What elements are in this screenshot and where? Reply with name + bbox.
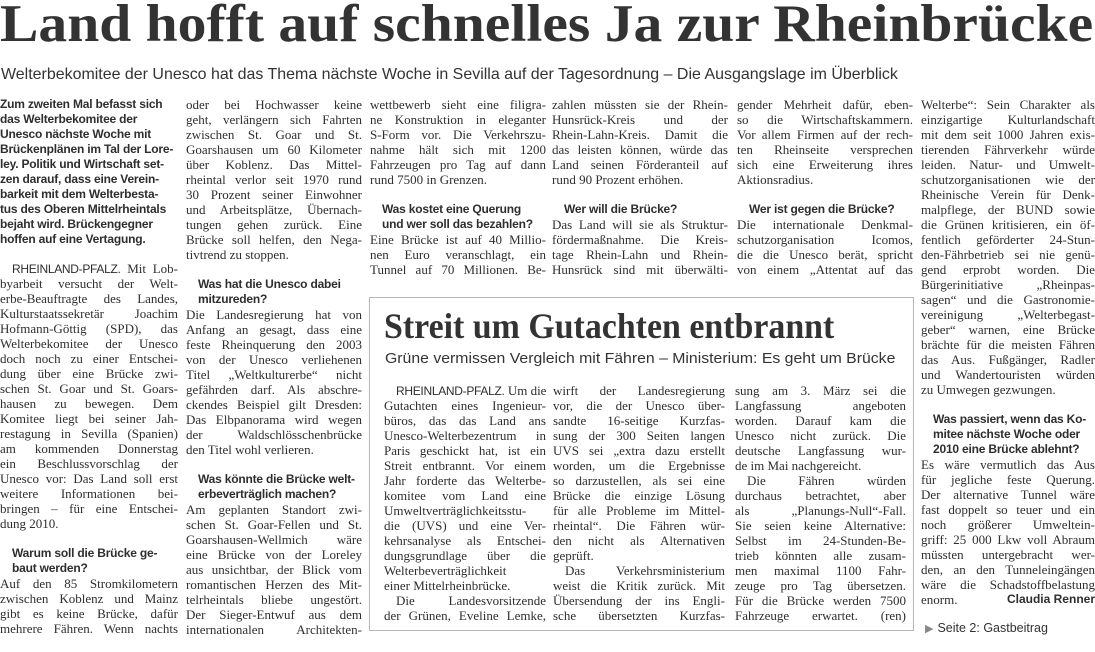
text-line: Auf den 85 Stromkilometern xyxy=(0,576,178,591)
text-line: fördermaßnahme. Die Kreis- xyxy=(552,232,728,247)
text-line: den Titel wohl verlieren. xyxy=(186,442,314,457)
text-line: Es wäre vermutlich das Aus xyxy=(921,457,1095,472)
text-line: zen darauf, dass eine Verein- xyxy=(0,172,159,186)
page-reference-label[interactable]: Seite 2: Gastbeitrag xyxy=(937,621,1048,635)
text-line: Goarshausen um 60 Kilometer xyxy=(186,142,362,157)
text-line: sung der 300 Seiten langen xyxy=(553,428,725,443)
page-reference-link[interactable] xyxy=(925,620,1048,637)
text-line: für alle Probleme im Mittel- xyxy=(553,503,725,518)
text-line: weist die Kritik zurück. Mit xyxy=(553,578,725,593)
text-line: bejaht wird. Brückengegner xyxy=(0,217,153,231)
article-subheadline: Welterbekomitee der Unesco hat das Thema nächste Woche in Sevilla auf der Tagesordnung – Die Ausgangslage im Überblick xyxy=(1,66,898,83)
paragraph xyxy=(552,217,728,277)
heading-line: Was passiert, wenn das Ko- xyxy=(933,412,1087,426)
text-line: ein Beschlussvorschlag der xyxy=(0,456,178,471)
question-heading xyxy=(921,412,1095,457)
text-line: Titel „Weltkulturerbe“ nicht xyxy=(186,367,362,382)
text-line: barkeit mit dem Welterbesta- xyxy=(0,187,159,201)
text-line xyxy=(384,383,546,398)
text-line: ckendes Beispiel gilt Dresden: xyxy=(186,397,362,412)
text-line: oder bei Hochwasser keine xyxy=(186,97,362,112)
text-line: tus des Oberen Mittelrheintals xyxy=(0,202,167,216)
text-line: rheintal verlor seit 1970 rund xyxy=(186,172,362,187)
text-line: von einem „Attentat auf das xyxy=(737,262,913,277)
question-heading xyxy=(186,277,362,307)
text-line: wettbewerb sieht eine filigra- xyxy=(370,97,546,112)
box-column-1 xyxy=(384,383,546,638)
text-line: Vor allem Firmen auf der rech- xyxy=(737,127,913,142)
text-line: sung am 3. März sei die xyxy=(735,383,906,398)
text-line: über Koblenz. Das Mittel- xyxy=(186,157,362,172)
text-line: das Aus. Fußgänger, Radler xyxy=(921,352,1095,367)
text-line: mehrere Fähren. Wenn nachts xyxy=(0,621,178,636)
box-subheadline: Grüne vermissen Vergleich mit Fähren – Ministerium: Es geht um Brücke xyxy=(385,350,896,367)
text-line: Goarshausen-Wellmich wäre xyxy=(186,532,362,547)
text-line: der Waldschlösschenbrücke xyxy=(186,427,362,442)
text-line: Die Landesregierung hat von xyxy=(186,307,362,322)
text-line: vereinigung „Welterbegast- xyxy=(921,307,1095,322)
text-line: Hunsrück sind mit überwälti- xyxy=(552,262,728,277)
text-line: tivtrend zu stoppen. xyxy=(186,247,289,262)
text-line: Unesco-Welterbezentrum in xyxy=(384,428,546,443)
question-heading xyxy=(737,202,913,217)
text-line: ne Konstruktion in eleganter xyxy=(370,112,546,127)
text-line xyxy=(0,261,178,276)
text-line-content: enorm. xyxy=(921,592,958,607)
text-line: romantischen Herzen des Mit- xyxy=(186,577,362,592)
text-line: nen Euro veranschlagt, ein xyxy=(370,247,546,262)
heading-line: Wer ist gegen die Brücke? xyxy=(749,202,895,216)
text-line: Aktionsradius. xyxy=(737,172,814,187)
text-line: rund 90 Prozent erhöhen. xyxy=(552,172,684,187)
text-line: Tunnel auf 70 Millionen. Be- xyxy=(370,262,546,277)
text-line: Die internationale Denkmal- xyxy=(737,217,913,232)
text-line: aus unsichtbar, der Blick vom xyxy=(186,562,362,577)
text-line: trieb könnten alle zusam- xyxy=(735,548,906,563)
text-line: schen St. Goar und St. Goars- xyxy=(0,381,178,396)
text-line: Kulturstaatssekretär Joachim xyxy=(0,306,178,321)
text-line: Unesco vor: Das Land soll erst xyxy=(0,471,178,486)
text-line: so darzustellen, als sei eine xyxy=(553,473,725,488)
text-line: einer Mittelrheinbrücke. xyxy=(384,578,511,593)
text-line: Unesco nicht zurück. Die xyxy=(735,428,906,443)
text-line: schen St. Goar-Fellen und St. xyxy=(186,517,362,532)
text-line: Bürgerinitiative „Rheinpas- xyxy=(921,277,1095,292)
text-line: büros, das das Land ans xyxy=(384,413,546,428)
text-line: der Grünen, Eveline Lemke, xyxy=(384,608,546,623)
text-line: sandte 16-seitige Kurzfas- xyxy=(553,413,725,428)
text-line: noch größerer Umweltein- xyxy=(921,517,1095,532)
text-line: Selbst im 24-Stunden-Be- xyxy=(735,533,906,548)
text-line: bringen – für eine Entschei- xyxy=(0,501,178,516)
text-line-content: Um die xyxy=(504,383,546,398)
text-line: ley. Politik und Wirtschaft set- xyxy=(0,157,164,171)
text-line: tage Rhein-Lahn und Rhein- xyxy=(552,247,728,262)
text-line: fentlich geförderter 24-Stun- xyxy=(921,232,1095,247)
text-line: vor, die der Unesco über- xyxy=(553,398,725,413)
text-line: den-Fährbetrieb sei nie genü- xyxy=(921,247,1095,262)
box-column-2 xyxy=(553,383,725,638)
text-line: Streit entbrannt. Vor einem xyxy=(384,458,546,473)
paragraph xyxy=(370,97,546,187)
text-line: geber“ warnen, eine Brücke xyxy=(921,322,1095,337)
heading-line: baut werden? xyxy=(12,561,88,575)
text-line: Der alternative Tunnel wäre xyxy=(921,487,1095,502)
text-line: rheintal“. Die Fähren wür- xyxy=(553,518,725,533)
paragraph xyxy=(737,217,913,277)
text-line: eine Brücke von der Loreley xyxy=(186,547,362,562)
text-line: gibt es keine Brücke, dafür xyxy=(0,606,178,621)
text-line: Fahrzeuge erwartet. (ren) xyxy=(735,608,906,623)
text-line: Hofmann-Göttig (SPD), das xyxy=(0,321,178,336)
text-line: internationalen Architekten- xyxy=(186,622,362,637)
heading-line: Was kostet eine Querung xyxy=(382,202,521,216)
heading-line: und wer soll das bezahlen? xyxy=(382,217,533,231)
triangle-right-icon: ▶ xyxy=(925,623,934,635)
text-line: Brückenplänen im Tal der Lore- xyxy=(0,142,174,156)
text-line: malpflege, der BUND sowie xyxy=(921,202,1095,217)
box-headline: Streit um Gutachten entbrannt xyxy=(384,306,835,346)
text-line: men maximal 1100 Fahr- xyxy=(735,563,906,578)
paragraph xyxy=(384,383,546,593)
box-column-3 xyxy=(735,383,906,638)
text-line xyxy=(921,592,1095,607)
text-line: Der Sieger-Entwuf aus dem xyxy=(186,607,362,622)
text-line: mit dem seit 1000 Jahren exis- xyxy=(921,127,1095,142)
text-line: Jahr forderte das Welterbe- xyxy=(384,473,546,488)
text-line: telrheintals bliebe ungestört. xyxy=(186,592,362,607)
question-heading xyxy=(370,202,546,232)
text-line: restagung in Sevilla (Spanien) xyxy=(0,426,178,441)
heading-line: Was hat die Unesco dabei xyxy=(198,277,341,291)
text-line: Das Elbpanorama wird wegen xyxy=(186,412,362,427)
text-line: griff: 25 000 Lkw voll Abraum xyxy=(921,532,1095,547)
text-line: byarbeit versucht der Welt- xyxy=(0,276,178,291)
text-line: Welterbeverträglichkeit xyxy=(384,563,507,578)
heading-line: Warum soll die Brücke ge- xyxy=(12,546,158,560)
article-column-6 xyxy=(921,97,1095,622)
text-line: Welterbe“: Sein Charakter als xyxy=(921,97,1095,112)
text-line: die Grünen kritisieren, ein öf- xyxy=(921,217,1095,232)
text-line: schutzorganisationen wie der xyxy=(921,172,1095,187)
text-line: doch noch zu einer Entschei- xyxy=(0,351,178,366)
text-line: zu Umwegen gezwungen. xyxy=(921,382,1056,397)
text-line: Sie seien keine Alternative: xyxy=(735,518,906,533)
heading-line: Was könnte die Brücke welt- xyxy=(198,472,355,486)
text-line: Rhein-Lahn-Kreis. Damit die xyxy=(552,127,728,142)
article-column-4 xyxy=(552,97,728,292)
text-line: gend erprobt worden. Die xyxy=(921,262,1095,277)
text-line: Langfassung angeboten xyxy=(735,398,906,413)
text-line: weitere Informationen bei- xyxy=(0,486,178,501)
text-line: den, an den Tunneleingängen xyxy=(921,562,1095,577)
text-line: einzigartige Kulturlandschaft xyxy=(921,112,1095,127)
text-line: den nicht als Alternativen xyxy=(553,533,725,548)
heading-line: Wer will die Brücke? xyxy=(564,202,678,216)
text-line: Rheinische Verein für Denk- xyxy=(921,187,1095,202)
text-line: und Wandertouristen würden xyxy=(921,367,1095,382)
text-line: Eine Brücke ist auf 40 Millio- xyxy=(370,232,546,247)
text-line: Am geplanten Standort zwi- xyxy=(186,502,362,517)
text-line: Die Landesvorsitzende xyxy=(396,593,546,608)
text-line: Paris geschickt hat, ist ein xyxy=(384,443,546,458)
text-line: zwischen Koblenz und Mainz xyxy=(0,591,178,606)
text-line: sagen“ und die Gastronomie- xyxy=(921,292,1095,307)
text-line: zahlen müssten sie der Rhein- xyxy=(552,97,728,112)
text-line: feste Rheinquerung den 2003 xyxy=(186,337,362,352)
text-line: S-Form vor. Die Verkehrszu- xyxy=(370,127,546,142)
text-line: deutsche Langfassung wur- xyxy=(735,443,906,458)
text-line: müssten untergebracht wer- xyxy=(921,547,1095,562)
author-name: Claudia Renner xyxy=(1006,592,1095,606)
text-line: tungen gehen zurück. Eine xyxy=(186,217,362,232)
text-line: von der Unesco verliehenen xyxy=(186,352,362,367)
text-line: Brücke die einzige Lösung xyxy=(553,488,725,503)
paragraph xyxy=(735,383,906,473)
text-line: Hunsrück-Kreis und der xyxy=(552,112,728,127)
paragraph xyxy=(921,97,1095,397)
text-line: Die Fähren würden xyxy=(747,473,906,488)
text-line: Fahrzeugen pro Tag auf dann xyxy=(370,157,546,172)
text-line: das leisten können, würde das xyxy=(552,142,728,157)
text-line: Komitee liegt bei seiner Jah- xyxy=(0,411,178,426)
text-line: hoffen auf eine Vertagung. xyxy=(0,232,146,246)
paragraph xyxy=(0,261,178,531)
paragraph xyxy=(552,97,728,187)
question-heading xyxy=(0,546,178,576)
heading-line: 2010 eine Brücke ablehnt? xyxy=(933,442,1080,456)
text-line: komitee vom Land eine xyxy=(384,488,546,503)
text-line: gefährden darf. Als abschre- xyxy=(186,382,362,397)
text-line: zeuge pro Tag übersetzen. xyxy=(735,578,906,593)
dateline: RHEINLAND-PFALZ. xyxy=(396,384,505,398)
text-line: geht, verlängern sich Fahrten xyxy=(186,112,362,127)
text-line: Welterbekomitee der Unesco xyxy=(0,336,178,351)
heading-line: mitee nächste Woche oder xyxy=(933,427,1081,441)
text-line: 30 Prozent seiner Einwohner xyxy=(186,187,362,202)
text-line: hausen zu bewegen. Dem xyxy=(0,396,178,411)
text-line: sich eine Erweiterung ihres xyxy=(737,157,913,172)
text-line: Zum zweiten Mal befasst sich xyxy=(0,97,163,111)
text-line: durchaus betrachtet, aber xyxy=(735,488,906,503)
article-column-1 xyxy=(0,97,178,651)
text-line: am kommenden Donnerstag xyxy=(0,441,178,456)
article-column-5 xyxy=(737,97,913,292)
text-line: für jegliche feste Querung. xyxy=(921,472,1095,487)
text-line: und Arbeitsplätze, Übernach- xyxy=(186,202,362,217)
text-line: geprüft. xyxy=(553,548,594,563)
paragraph xyxy=(370,232,546,277)
heading-line: mitzureden? xyxy=(198,292,268,306)
text-line: wäre die Schadstoffbelastung xyxy=(921,577,1095,592)
paragraph xyxy=(553,563,725,623)
text-line: brächte für die meisten Fähren xyxy=(921,337,1095,352)
text-line: als „Planungs-Null“-Fall. xyxy=(735,503,906,518)
text-line: worden, um die Ergebnisse xyxy=(553,458,725,473)
text-line: worden. Darauf kam die xyxy=(735,413,906,428)
paragraph xyxy=(186,97,362,262)
article-column-3 xyxy=(370,97,546,292)
paragraph xyxy=(186,502,362,637)
paragraph xyxy=(0,576,178,636)
text-line: de im Mai nachgereicht. xyxy=(735,458,862,473)
text-line: leiden. Natur- und Umwelt- xyxy=(921,157,1095,172)
text-line: Das Verkehrsministerium xyxy=(565,563,725,578)
paragraph xyxy=(384,593,546,623)
text-line-content: Mit Lob- xyxy=(120,261,178,276)
text-line: Land seinen Förderanteil auf xyxy=(552,157,728,172)
text-line: schutzorganisation Icomos, xyxy=(737,232,913,247)
text-line: UVS sei „extra dazu erstellt xyxy=(553,443,725,458)
text-line: Übersendung der ins Engli- xyxy=(553,593,725,608)
text-line: sche übersetzten Kurzfas- xyxy=(553,608,725,623)
paragraph xyxy=(735,473,906,623)
text-line: Für die Brücke werden 7500 xyxy=(735,593,906,608)
text-line: kehrsanalyse als Entschei- xyxy=(384,533,546,548)
text-line: die die Unesco berät, spricht xyxy=(737,247,913,262)
text-line: rund 7500 in Grenzen. xyxy=(370,172,487,187)
text-line: das Welterbekomitee der xyxy=(0,112,138,126)
text-line: Anfang an gesagt, dass eine xyxy=(186,322,362,337)
text-line: die (UVS) und eine Ver- xyxy=(384,518,546,533)
text-line: gender Mehrheit dafür, eben- xyxy=(737,97,913,112)
paragraph xyxy=(186,307,362,457)
text-line: zwischen St. Goar und St. xyxy=(186,127,362,142)
paragraph xyxy=(737,97,913,187)
text-line: ten Rheinseite versprechen xyxy=(737,142,913,157)
text-line: wirft der Landesregierung xyxy=(553,383,725,398)
text-line: Brücke soll helfen, den Nega- xyxy=(186,232,362,247)
text-line: fast doppelt so teuer und ein xyxy=(921,502,1095,517)
text-line: Das Land will sie als Struktur- xyxy=(552,217,728,232)
text-line: dung 2010. xyxy=(0,516,59,531)
dateline: RHEINLAND-PFALZ. xyxy=(12,262,121,276)
text-line: tierenden Fährverkehr würde xyxy=(921,142,1095,157)
text-line: dung über eine Brücke zwi- xyxy=(0,366,178,381)
article-headline: Land hofft auf schnelles Ja zur Rheinbrücke xyxy=(0,0,1094,53)
text-line: dungsgrundlage über die xyxy=(384,548,546,563)
article-lead xyxy=(0,97,178,247)
text-line: erbe-Beauftragte des Landes, xyxy=(0,291,178,306)
question-heading xyxy=(186,472,362,502)
text-line: Umweltverträglichkeitsstu- xyxy=(384,503,527,518)
heading-line: erbeverträglich machen? xyxy=(198,487,337,501)
article-column-2 xyxy=(186,97,362,652)
text-line: Unesco nächste Woche mit xyxy=(0,127,152,141)
text-line: nahme hält sich mit 1200 xyxy=(370,142,546,157)
paragraph xyxy=(921,457,1095,607)
paragraph xyxy=(553,383,725,563)
text-line: so die Wirtschaftskammern. xyxy=(737,112,913,127)
question-heading xyxy=(552,202,728,217)
text-line: Gutachten eines Ingenieur- xyxy=(384,398,546,413)
